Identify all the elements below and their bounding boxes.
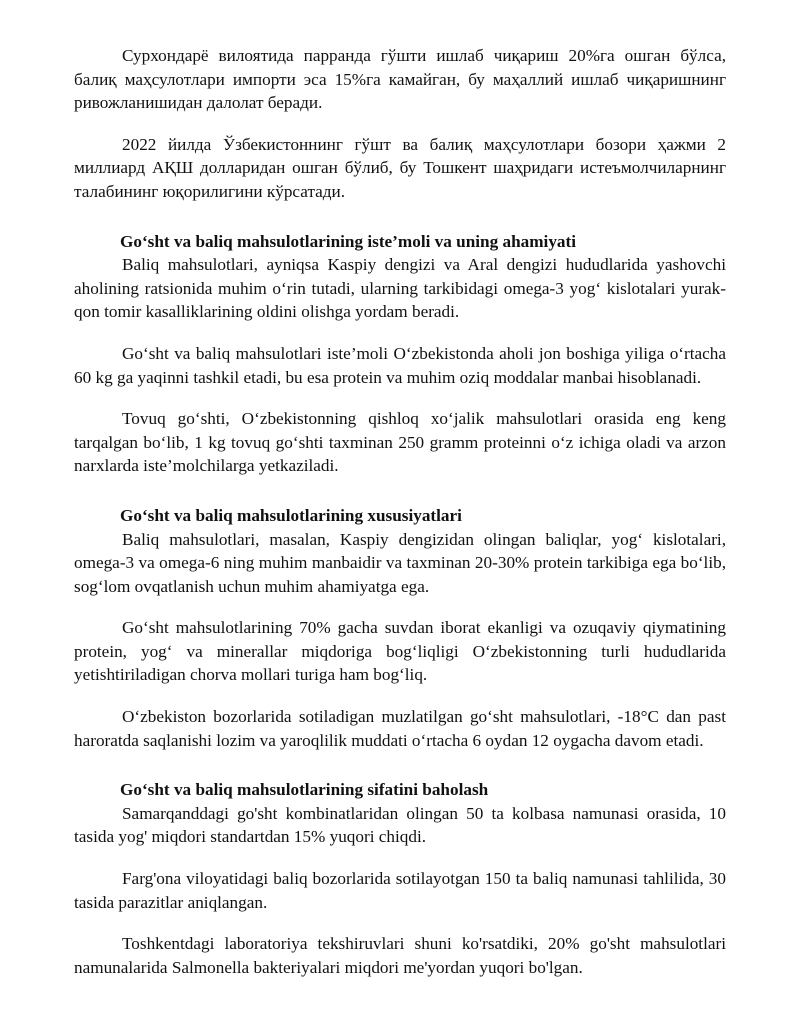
- section-1-paragraph-3: Tovuq go‘shti, O‘zbekistonning qishloq xo‘jalik mahsulotlari orasida eng keng tarqalgan bo‘lib, 1 kg tovuq go‘shti taxminan 250 gramm proteinni o‘z ichiga oladi va arzon narxlarda iste’molchilarga yetkaziladi.: [74, 409, 726, 476]
- section-heading-consumption: Go‘sht va baliq mahsulotlarining iste’moli va uning ahamiyati: [120, 231, 577, 251]
- section-1-paragraph-2: Go‘sht va baliq mahsulotlari iste’moli O‘zbekistonda aholi jon boshiga yiliga o‘rtacha 60 kg ga yaqinni tashkil etadi, bu esa protein va muhim oziq moddalar manbai hisoblanadi.: [74, 343, 726, 387]
- section-2-paragraph-1: Baliq mahsulotlari, masalan, Kaspiy dengizidan olingan baliqlar, yog‘ kislotalari, omega-3 va omega-6 ning muhim manbaidir va taxminan 20-30% protein tarkibiga ega bo‘lib, sog‘lom ovqatlanish uchun muhim ahamiyatga ega.: [74, 529, 726, 596]
- intro-paragraph-2: 2022 йилда Ўзбекистоннинг гўшт ва балиқ маҳсулотлари бозори ҳажми 2 миллиард АҚШ долларидан ошган бўлиб, бу Тошкент шаҳридаги истеъмолчиларнинг талабининг юқорилигини кўрсатади.: [74, 134, 726, 201]
- section-2-paragraph-2: Go‘sht mahsulotlarining 70% gacha suvdan iborat ekanligi va ozuqaviy qiymatining protein, yog‘ va minerallar miqdoriga bog‘liqligi O‘zbekistonning turli hududlarida yetishtiriladigan chorva mollari turiga ham bog‘liq.: [74, 618, 726, 685]
- section-heading-quality: Go‘sht va baliq mahsulotlarining sifatini baholash: [120, 780, 489, 800]
- section-1-paragraph-1: Baliq mahsulotlari, ayniqsa Kaspiy dengizi va Aral dengizi hududlarida yashovchi aholining ratsionida muhim o‘rin tutadi, ularning tarkibidagi omega-3 yog‘ kislotalari yurak-qon tomir kasalliklarining oldini olishga yordam beradi.: [74, 255, 726, 322]
- intro-paragraph-1: Сурхондарё вилоятида парранда гўшти ишлаб чиқариш 20%га ошган бўлса, балиқ маҳсулотлари импорти эса 15%га камайган, бу маҳаллий ишлаб чиқаришнинг ривожланишидан далолат беради.: [74, 46, 726, 113]
- section-2-paragraph-3: O‘zbekiston bozorlarida sotiladigan muzlatilgan go‘sht mahsulotlari, -18°C dan past haroratda saqlanishi lozim va yaroqlilik muddati o‘rtacha 6 oydan 12 oygacha davom etadi.: [74, 707, 726, 750]
- section-heading-properties: Go‘sht va baliq mahsulotlarining xususiyatlari: [120, 505, 462, 525]
- section-3-paragraph-2: Farg'ona viloyatidagi baliq bozorlarida sotilayotgan 150 ta baliq namunasi tahlilida, 30 tasida parazitlar aniqlangan.: [74, 869, 726, 912]
- section-3-paragraph-3: Toshkentdagi laboratoriya tekshiruvlari shuni ko'rsatdiki, 20% go'sht mahsulotlari namunalarida Salmonella bakteriyalari miqdori me'yordan yuqori bo'lgan.: [74, 934, 726, 977]
- document-page: [74, 44, 726, 997]
- section-3-paragraph-1: Samarqanddagi go'sht kombinatlaridan olingan 50 ta kolbasa namunasi orasida, 10 tasida yog' miqdori standartdan 15% yuqori chiqdi.: [74, 803, 726, 847]
